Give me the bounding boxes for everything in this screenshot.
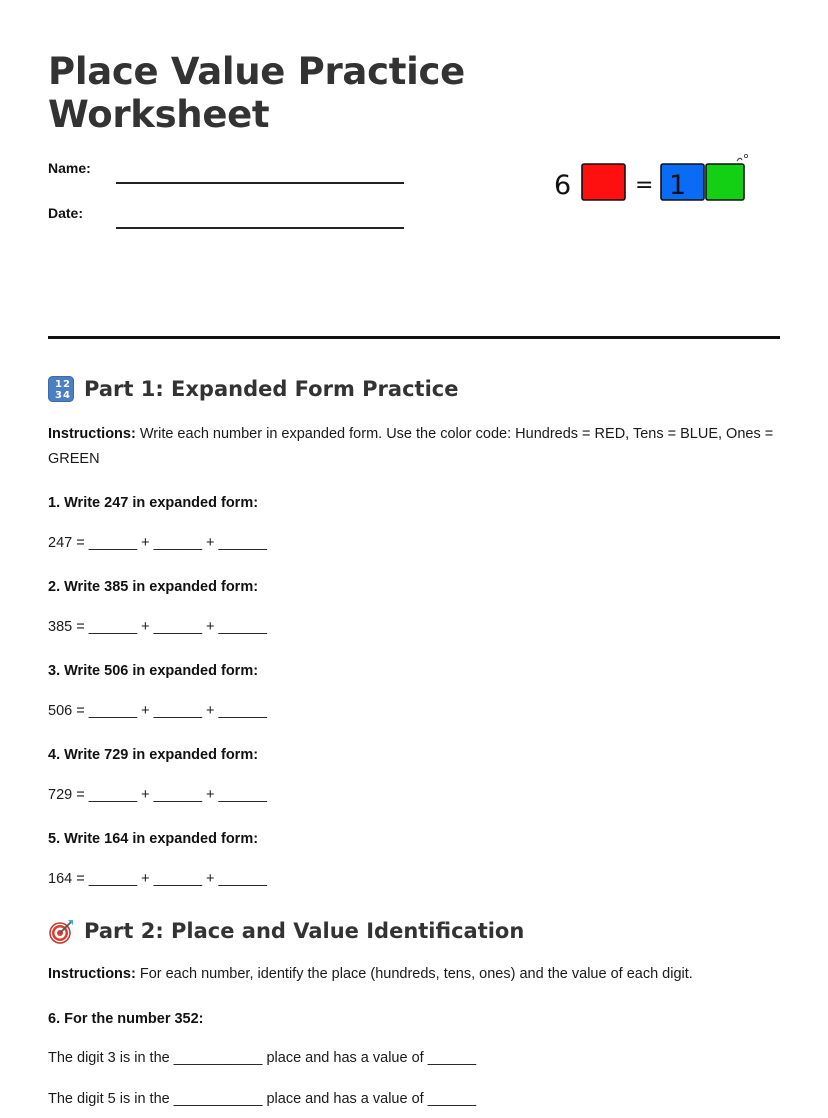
question-2-answer-line[interactable]: 385 = ______ + ______ + ______ [48, 619, 267, 635]
date-field[interactable] [48, 205, 408, 229]
title-line-2: Worksheet [48, 93, 270, 136]
part2-heading [48, 918, 524, 944]
name-blank-line[interactable] [116, 182, 404, 184]
svg-text:3: 3 [55, 390, 62, 401]
place-value-logo [552, 152, 752, 204]
part1-instructions [48, 422, 778, 472]
part2-instructions-text: For each number, identify the place (hundreds, tens, ones) and the value of each digit. [135, 966, 693, 982]
svg-text:2: 2 [63, 379, 70, 390]
svg-text:4: 4 [63, 390, 70, 401]
logo-digit: 6 [554, 170, 572, 201]
question-6-line-2[interactable]: The digit 5 is in the ___________ place and has a value of ______ [48, 1091, 477, 1107]
sparkle-mark [737, 158, 742, 161]
question-5-answer-line[interactable]: 164 = ______ + ______ + ______ [48, 871, 267, 887]
worksheet-title [48, 50, 465, 136]
svg-text:1: 1 [55, 379, 62, 390]
question-1-answer-line[interactable]: 247 = ______ + ______ + ______ [48, 535, 267, 551]
question-3-title: 3. Write 506 in expanded form: [48, 663, 259, 679]
date-blank-line[interactable] [116, 227, 404, 229]
name-field[interactable] [48, 160, 408, 184]
question-5-title: 5. Write 164 in expanded form: [48, 831, 259, 847]
part1-heading [48, 376, 458, 402]
part1-heading-text: Part 1: Expanded Form Practice [84, 377, 459, 401]
question-4-title: 4. Write 729 in expanded form: [48, 747, 259, 763]
input-numbers-icon [48, 376, 74, 402]
ones-block [706, 164, 744, 200]
part2-instructions [48, 962, 778, 987]
part2-heading-text: Part 2: Place and Value Identification [84, 919, 525, 943]
title-line-1: Place Value Practice [48, 50, 465, 93]
question-2-title: 2. Write 385 in expanded form: [48, 579, 259, 595]
part2-instructions-label: Instructions: [48, 966, 136, 982]
logo-tens-digit: 1 [669, 170, 687, 201]
question-4-answer-line[interactable]: 729 = ______ + ______ + ______ [48, 787, 267, 803]
sparkle-dot [744, 154, 747, 157]
header-divider [48, 336, 780, 339]
part1-instructions-label: Instructions: [48, 426, 136, 442]
question-1-title: 1. Write 247 in expanded form: [48, 495, 259, 511]
name-label: Name: [48, 160, 91, 176]
direct-hit-target-icon [48, 918, 74, 944]
question-3-answer-line[interactable]: 506 = ______ + ______ + ______ [48, 703, 267, 719]
logo-equals: = [635, 173, 654, 198]
hundreds-block [582, 164, 625, 200]
question-6-title: 6. For the number 352: [48, 1011, 204, 1027]
question-6-line-1[interactable]: The digit 3 is in the ___________ place and has a value of ______ [48, 1050, 477, 1066]
part1-instructions-text: Write each number in expanded form. Use the color code: Hundreds = RED, Tens = BLUE, Ones = GREEN [48, 426, 774, 467]
date-label: Date: [48, 205, 84, 221]
